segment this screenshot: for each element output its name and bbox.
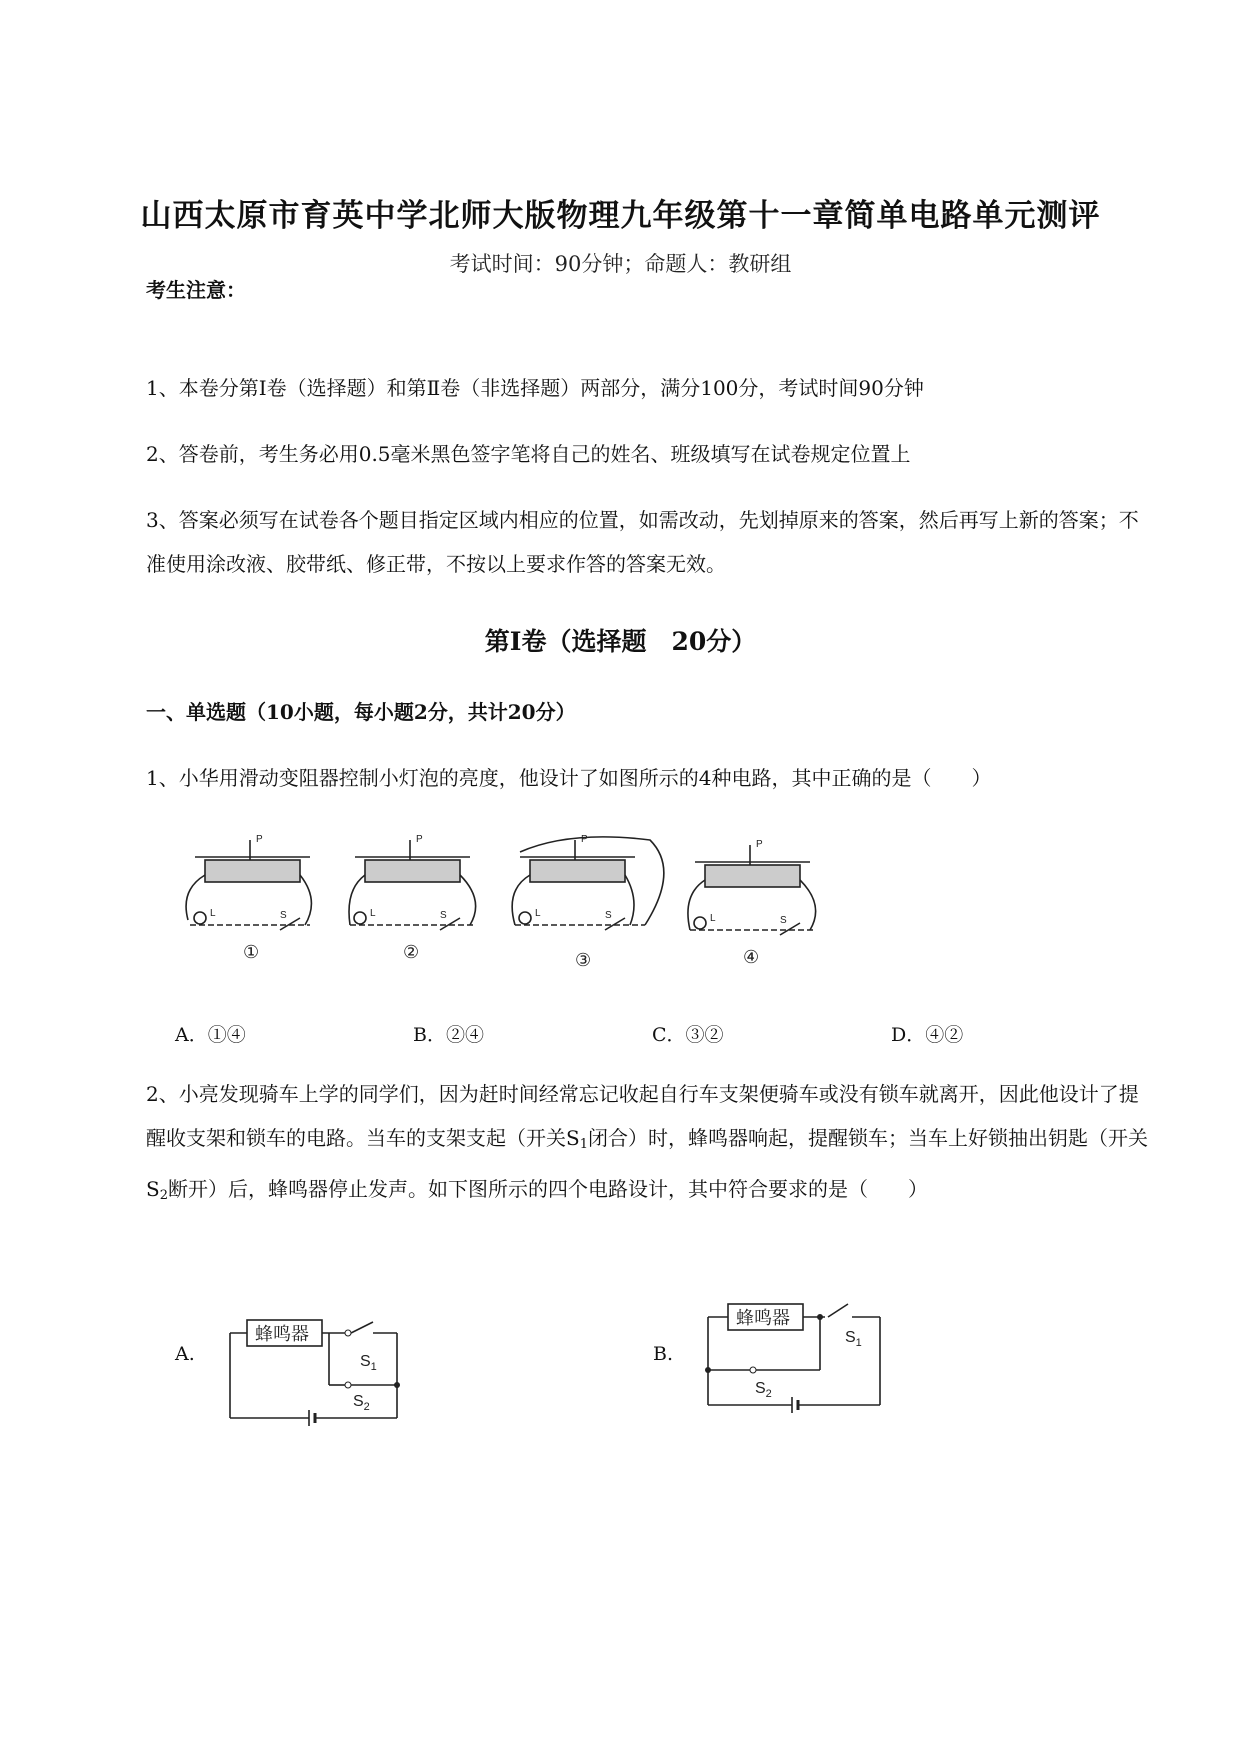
svg-text:S1: $S_1$ (360, 1353, 377, 1373)
q2a-buzzer-label: 蜂鸣器 (255, 1324, 309, 1344)
notice-heading: 考生注意： (146, 278, 246, 302)
section-title: 第Ⅰ卷（选择题 20分） (484, 627, 757, 656)
q1-option-a[interactable]: A．①④ (175, 1024, 246, 1046)
question-1-stem: 1、小华用滑动变阻器控制小灯泡的亮度，他设计了如图所示的4种电路，其中正确的是（ ） (146, 766, 992, 790)
page-title: 山西太原市育英中学北师大版物理九年级第十一章简单电路单元测评 (140, 198, 1101, 234)
q1-c1-l-label: L (210, 908, 216, 919)
q1-c3-s-label: S (605, 910, 612, 921)
svg-text:S2: $S_2$ (353, 1393, 370, 1413)
svg-text:S1: $S_1$ (845, 1329, 862, 1349)
q1-option-d[interactable]: D．④② (891, 1024, 964, 1046)
q1-c2-l-label: L (370, 908, 376, 919)
notice-item-3: 3、答案必须写在试卷各个题目指定区域内相应的位置，如需改动，先划掉原来的答案，然后再写上新的答案；不准使用涂改液、胶带纸、修正带，不按以上要求作答的答案无效。 (146, 508, 1139, 576)
q1-circuit-4 (688, 839, 816, 935)
q1-c4-l-label: L (710, 913, 716, 924)
q1-fig-label-2: ② (403, 942, 420, 962)
q1-figure-group-right (680, 835, 850, 995)
q2b-buzzer-label: 蜂鸣器 (736, 1308, 790, 1328)
q2a-s1-label: S (360, 1353, 371, 1370)
q2-circuit-a (225, 1300, 415, 1430)
q1-c2-s-label: S (440, 910, 447, 921)
q2b-s1-label: S (845, 1329, 856, 1346)
q1-circuit-2 (349, 834, 476, 930)
q1-option-b[interactable]: B．②④ (413, 1024, 484, 1046)
q1-c3-p-label: P (581, 834, 588, 845)
q1-c4-s-label: S (780, 915, 787, 926)
q1-fig-label-4: ④ (743, 947, 760, 967)
q1-c2-p-label: P (416, 834, 423, 845)
q1-circuit-3 (512, 834, 664, 930)
notice-item-2: 2、答卷前，考生务必用0.5毫米黑色签字笔将自己的姓名、班级填写在试卷规定位置上 (146, 442, 911, 466)
q1-figure-group-left (170, 830, 690, 990)
q2-option-b[interactable]: B. (653, 1343, 674, 1365)
svg-text:S2: $S_2$ (755, 1380, 772, 1400)
q1-circuit-1 (186, 834, 311, 930)
q2-circuit-b (700, 1290, 900, 1430)
q1-c1-p-label: P (256, 834, 263, 845)
q1-fig-label-1: ① (243, 942, 260, 962)
q2-option-a[interactable]: A. (175, 1343, 195, 1365)
q2a-s2-label: S (353, 1393, 364, 1410)
exam-info: 考试时间：90分钟；命题人：教研组 (449, 252, 792, 276)
q1-c3-l-label: L (535, 908, 541, 919)
notice-item-1: 1、本卷分第Ⅰ卷（选择题）和第Ⅱ卷（非选择题）两部分，满分100分，考试时间90分钟 (146, 376, 924, 400)
q2b-s2-label: S (755, 1380, 766, 1397)
q1-option-c[interactable]: C．③② (652, 1024, 724, 1046)
q1-c1-s-label: S (280, 910, 287, 921)
q1-fig-label-3: ③ (575, 950, 592, 970)
q1-c4-p-label: P (756, 839, 763, 850)
part-heading: 一、单选题（10小题，每小题2分，共计20分） (146, 700, 576, 724)
question-2-stem: 2、小亮发现骑车上学的同学们，因为赶时间经常忘记收起自行车支架便骑车或没有锁车就离开，因此他设计了提醒收支架和锁车的电路。当车的支架支起（开关$S_1$闭合）时，蜂鸣器响起，提醒锁车；当车上好锁抽出钥匙（开关$S_2$断开）后，蜂鸣器停止发声。如下图所示的四个电路设计，其中符合要求的是（ ） (146, 1082, 1148, 1203)
